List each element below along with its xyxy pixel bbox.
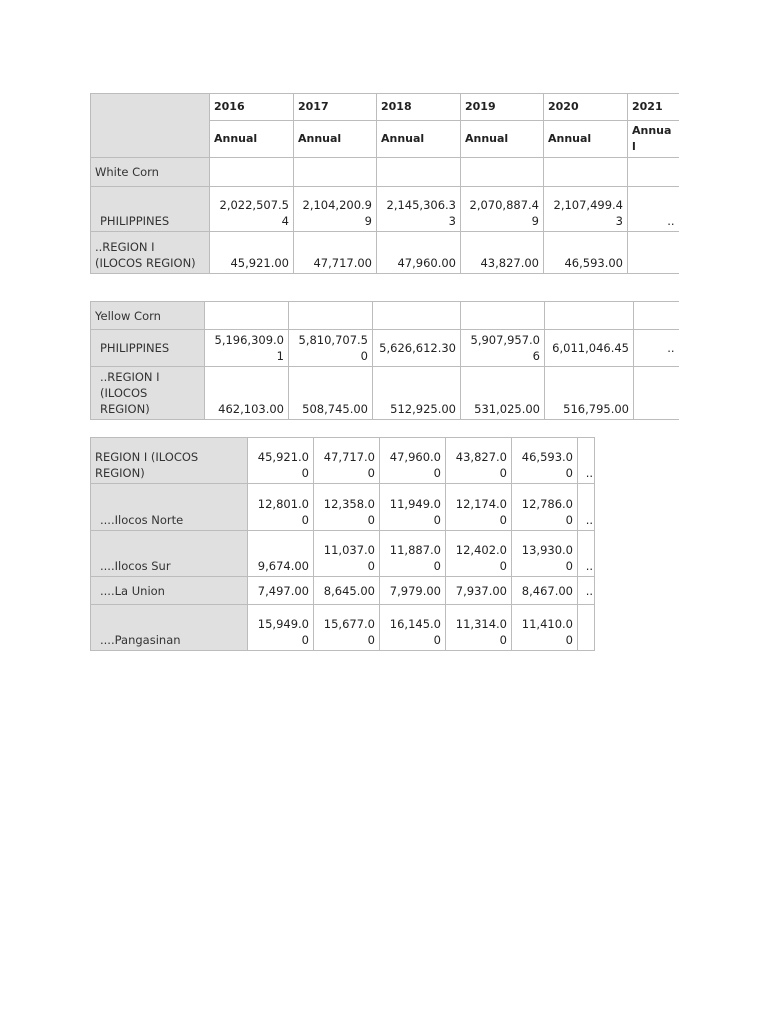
data-cell: 516,795.00 xyxy=(545,367,634,420)
data-cell: 8,645.00 xyxy=(314,577,380,605)
empty-cell xyxy=(461,158,544,187)
period-header: Annual xyxy=(377,121,461,158)
data-cell: 11,314.00 xyxy=(446,605,512,651)
data-cell: 11,887.00 xyxy=(380,531,446,577)
year-header-row xyxy=(91,94,679,121)
data-cell: 46,593.00 xyxy=(512,438,578,484)
data-cell: 508,745.00 xyxy=(289,367,373,420)
data-cell: 16,145.00 xyxy=(380,605,446,651)
data-cell: 512,925.00 xyxy=(373,367,461,420)
data-cell: 5,196,309.01 xyxy=(205,330,289,367)
row-label: PHILIPPINES xyxy=(91,187,210,232)
section-label: Yellow Corn xyxy=(91,302,205,330)
period-header: Annual xyxy=(294,121,377,158)
data-cell: 5,626,612.30 xyxy=(373,330,461,367)
row-label: ..REGION I (ILOCOS REGION) xyxy=(91,232,210,274)
row-label: PHILIPPINES xyxy=(91,330,205,367)
row-label: ....La Union xyxy=(91,577,248,605)
data-cell: 15,949.00 xyxy=(248,605,314,651)
data-cell: 5,810,707.50 xyxy=(289,330,373,367)
data-cell: 13,930.00 xyxy=(512,531,578,577)
data-cell: 11,037.00 xyxy=(314,531,380,577)
row-label: ....Pangasinan xyxy=(91,605,248,651)
data-cell: 47,960.00 xyxy=(380,438,446,484)
year-header-2016: 2016 xyxy=(210,94,294,121)
section-row-yellow-corn xyxy=(91,302,679,330)
year-header-2019: 2019 xyxy=(461,94,544,121)
data-cell: .. xyxy=(578,531,595,577)
empty-cell xyxy=(628,158,679,187)
table-row xyxy=(91,232,679,274)
data-cell: 2,104,200.99 xyxy=(294,187,377,232)
row-label: ....Ilocos Sur xyxy=(91,531,248,577)
table-row xyxy=(91,330,679,367)
table-row xyxy=(91,187,679,232)
data-cell: 11,410.00 xyxy=(512,605,578,651)
data-cell: 12,801.00 xyxy=(248,484,314,531)
header-corner-cell xyxy=(91,94,210,158)
data-cell: 47,717.00 xyxy=(294,232,377,274)
white-corn-table xyxy=(90,93,679,274)
empty-cell xyxy=(377,158,461,187)
table-row xyxy=(91,531,595,577)
table-row xyxy=(91,438,595,484)
data-cell xyxy=(578,605,595,651)
data-cell: 2,022,507.54 xyxy=(210,187,294,232)
table-row xyxy=(91,605,595,651)
period-header: Annual xyxy=(544,121,628,158)
data-cell: 9,674.00 xyxy=(248,531,314,577)
data-cell: 7,979.00 xyxy=(380,577,446,605)
data-cell: 15,677.00 xyxy=(314,605,380,651)
data-cell: 2,145,306.33 xyxy=(377,187,461,232)
data-cell: 47,960.00 xyxy=(377,232,461,274)
row-label: ....Ilocos Norte xyxy=(91,484,248,531)
data-cell: 43,827.00 xyxy=(446,438,512,484)
data-cell: 6,011,046.45 xyxy=(545,330,634,367)
data-cell: 2,070,887.49 xyxy=(461,187,544,232)
year-header-2017: 2017 xyxy=(294,94,377,121)
row-label: ..REGION I (ILOCOS REGION) xyxy=(91,367,205,420)
region-provinces-table xyxy=(90,437,595,651)
data-cell: .. xyxy=(578,577,595,605)
data-cell: 43,827.00 xyxy=(461,232,544,274)
data-cell: 8,467.00 xyxy=(512,577,578,605)
empty-cell xyxy=(294,158,377,187)
empty-cell xyxy=(545,302,634,330)
data-cell: 7,497.00 xyxy=(248,577,314,605)
data-cell: 7,937.00 xyxy=(446,577,512,605)
period-header: Annual xyxy=(461,121,544,158)
data-cell: .. xyxy=(628,187,679,232)
year-header-2018: 2018 xyxy=(377,94,461,121)
data-cell: 47,717.00 xyxy=(314,438,380,484)
table-row xyxy=(91,577,595,605)
data-cell: 46,593.00 xyxy=(544,232,628,274)
data-cell: 12,402.00 xyxy=(446,531,512,577)
empty-cell xyxy=(205,302,289,330)
data-cell: 11,949.00 xyxy=(380,484,446,531)
period-header: Annual xyxy=(210,121,294,158)
data-cell: 462,103.00 xyxy=(205,367,289,420)
empty-cell xyxy=(461,302,545,330)
data-cell: 5,907,957.06 xyxy=(461,330,545,367)
section-row-white-corn xyxy=(91,158,679,187)
empty-cell xyxy=(289,302,373,330)
table-row xyxy=(91,484,595,531)
data-cell: .. xyxy=(578,484,595,531)
section-label: White Corn xyxy=(91,158,210,187)
data-cell: .. xyxy=(634,330,679,367)
data-cell: 12,358.00 xyxy=(314,484,380,531)
period-header: Annual xyxy=(628,121,679,158)
data-cell: 12,174.00 xyxy=(446,484,512,531)
data-cell: 531,025.00 xyxy=(461,367,545,420)
year-header-2020: 2020 xyxy=(544,94,628,121)
empty-cell xyxy=(373,302,461,330)
empty-cell xyxy=(210,158,294,187)
data-cell xyxy=(634,367,679,420)
data-cell xyxy=(628,232,679,274)
empty-cell xyxy=(634,302,679,330)
row-label: REGION I (ILOCOS REGION) xyxy=(91,438,248,484)
data-cell: 2,107,499.43 xyxy=(544,187,628,232)
data-cell: 45,921.00 xyxy=(248,438,314,484)
year-header-2021: 2021 xyxy=(628,94,679,121)
data-cell: 12,786.00 xyxy=(512,484,578,531)
empty-cell xyxy=(544,158,628,187)
table-row xyxy=(91,367,679,420)
data-cell: .. xyxy=(578,438,595,484)
yellow-corn-table xyxy=(90,301,679,420)
data-cell: 45,921.00 xyxy=(210,232,294,274)
